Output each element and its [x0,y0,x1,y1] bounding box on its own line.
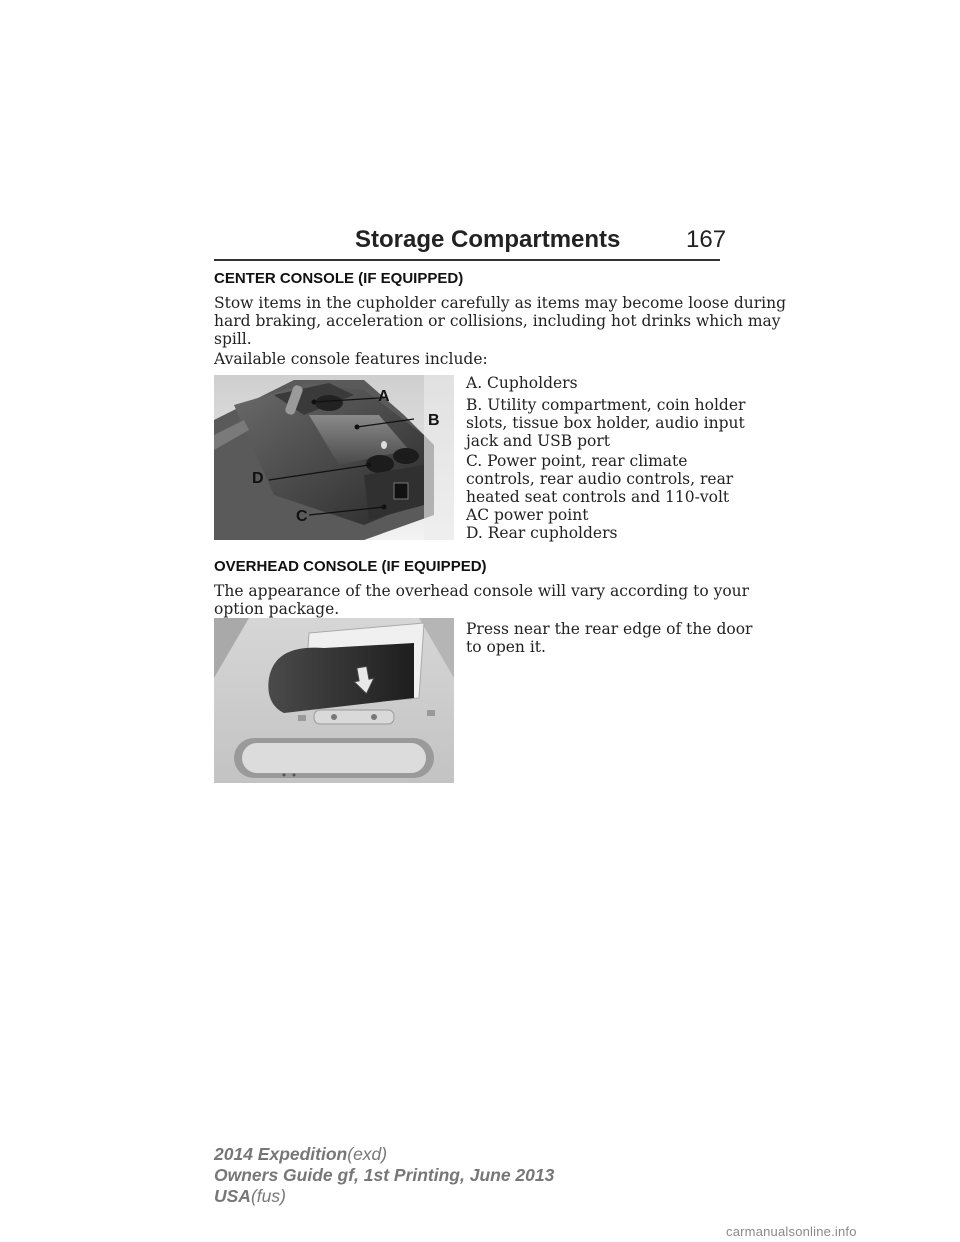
center-console-intro: Stow items in the cupholder carefully as items may become loose during hard braking, acceleration or collisions, including hot drinks which may spill. [214,294,787,348]
callout-b: B [428,412,440,429]
section-title: Storage Compartments [355,226,621,253]
console-features-intro: Available console features include: [214,350,488,368]
overhead-console-intro: The appearance of the overhead console will vary according to your option package. [214,582,750,618]
center-console-illustration [214,375,454,540]
center-console-heading: CENTER CONSOLE (IF EQUIPPED) [214,270,464,287]
callout-c: C [296,508,308,525]
overhead-console-heading: OVERHEAD CONSOLE (IF EQUIPPED) [214,558,487,575]
feature-b: B. Utility compartment, coin holder slots, tissue box holder, audio input jack and USB port [466,396,746,450]
watermark: carmanualsonline.info [726,1224,857,1239]
overhead-console-illustration [214,618,454,783]
callout-a: A [378,388,390,405]
feature-c: C. Power point, rear climate controls, rear audio controls, rear heated seat controls and 110-volt AC power point [466,452,734,524]
footer-region-line: USA(fus) [214,1186,286,1206]
footer-printing-line: Owners Guide gf, 1st Printing, June 2013 [214,1165,555,1185]
footer-model-line: 2014 Expedition(exd) [214,1144,388,1164]
center-console-image [214,375,454,540]
overhead-console-image [214,618,454,783]
feature-d: D. Rear cupholders [466,524,618,542]
page-number: 167 [686,226,727,253]
callout-d: D [252,470,264,487]
feature-a: A. Cupholders [466,374,578,392]
header-rule [214,259,720,261]
overhead-console-instruction: Press near the rear edge of the door to open it. [466,620,753,656]
